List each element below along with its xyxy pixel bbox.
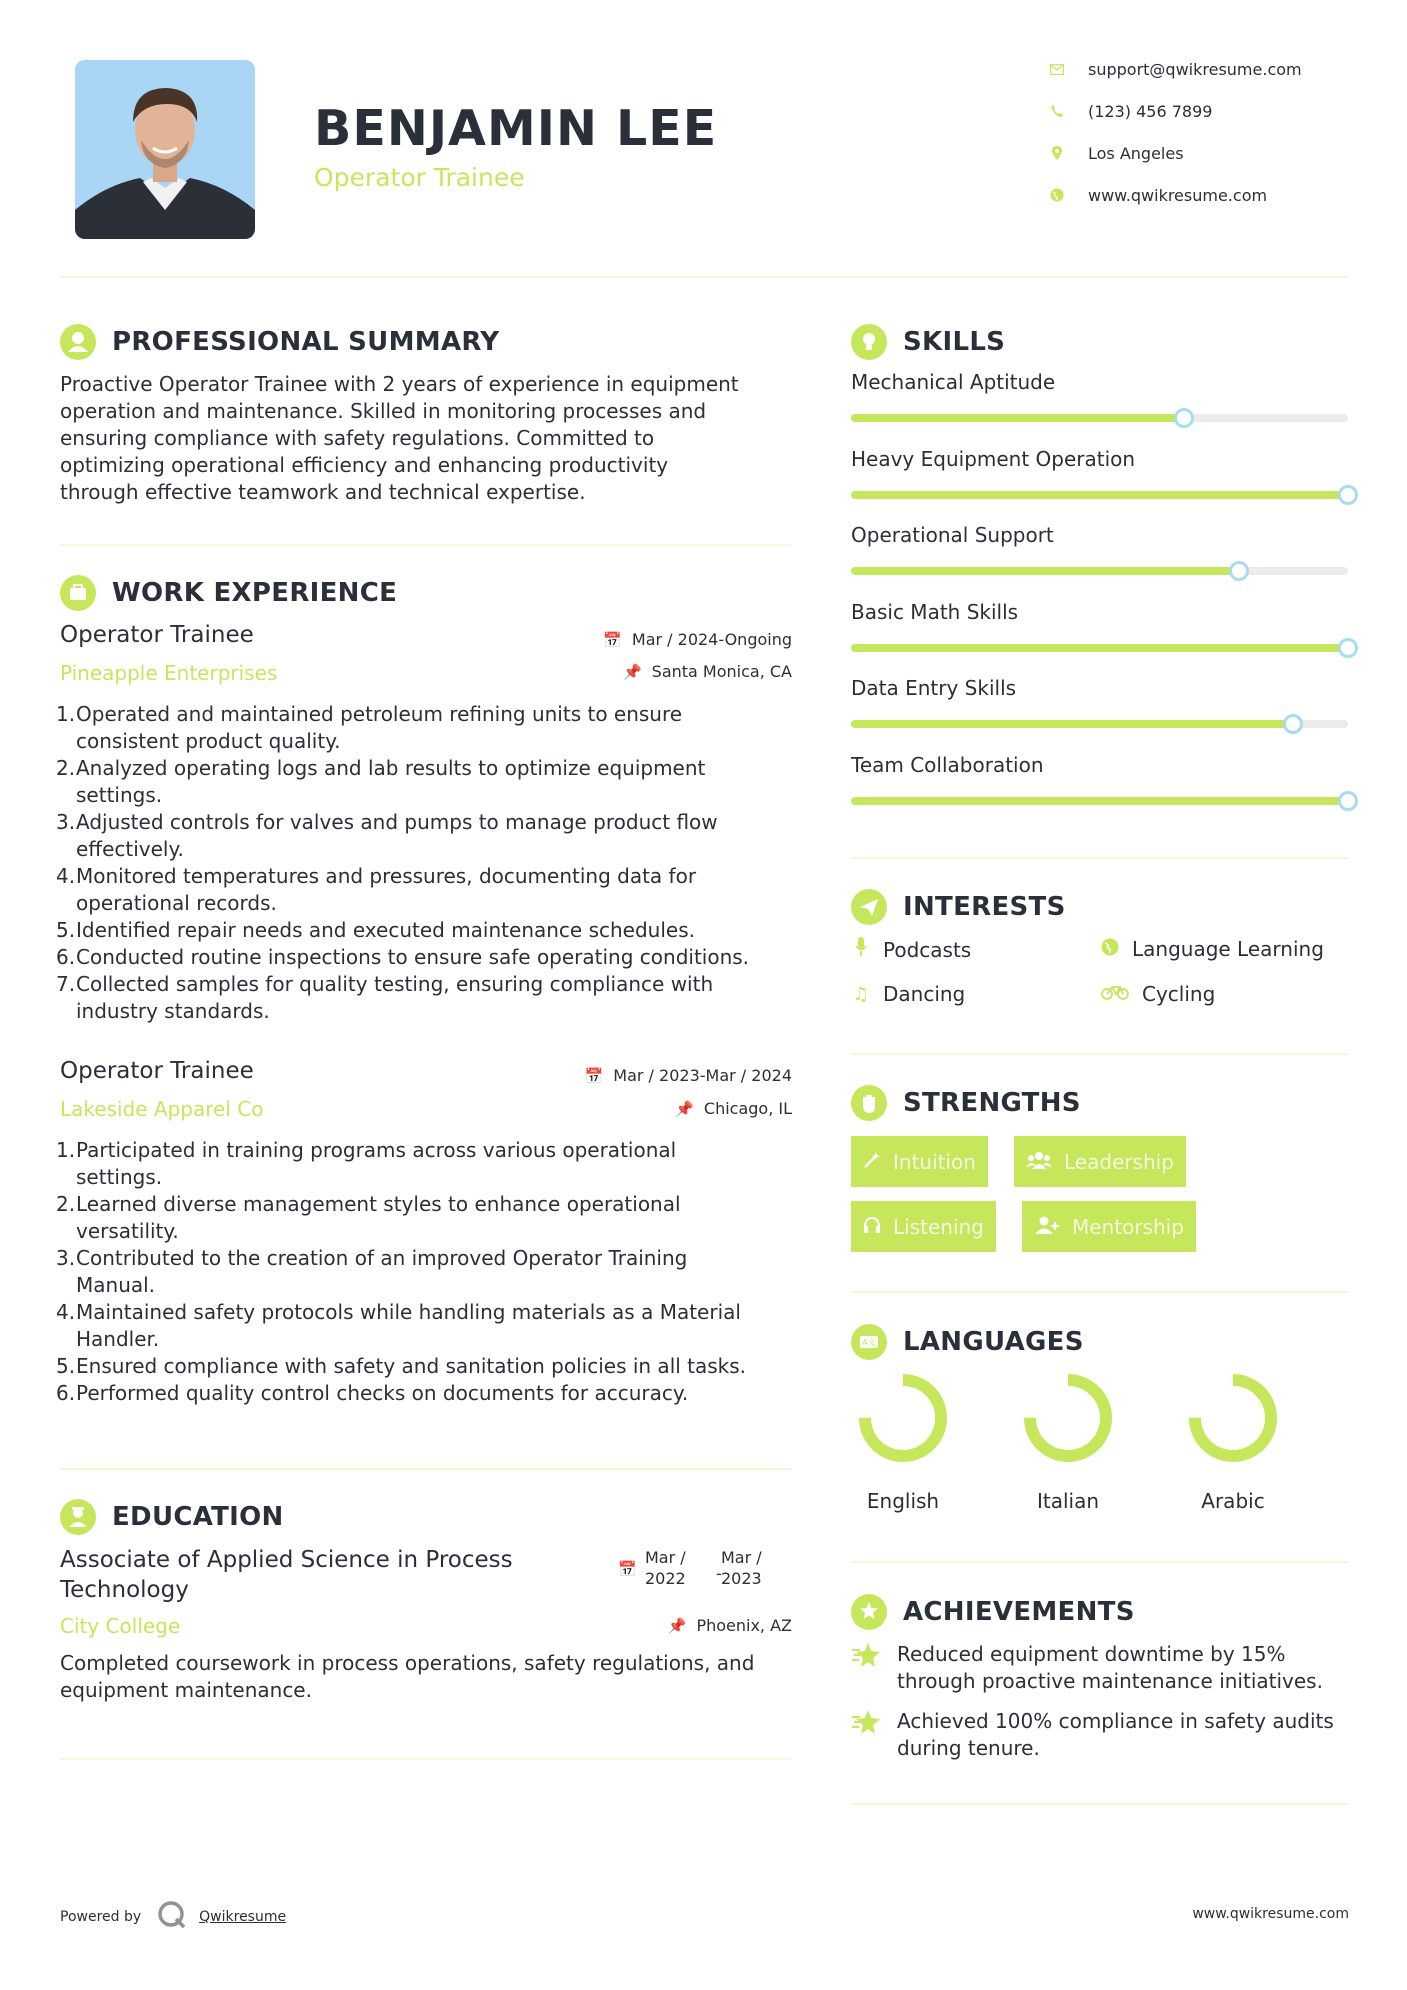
user-plus-icon xyxy=(1034,1215,1060,1239)
job-date-text: Mar / 2023-Mar / 2024 xyxy=(613,1066,792,1085)
job-location-text: Santa Monica, CA xyxy=(651,662,792,681)
contact-phone[interactable] xyxy=(1050,96,1350,126)
skill-label: Heavy Equipment Operation xyxy=(851,446,1136,471)
language-label: English xyxy=(866,1489,940,1513)
skill-bar-fill xyxy=(851,797,1348,805)
skills-title: SKILLS xyxy=(903,327,1006,357)
phone-icon xyxy=(1050,104,1064,118)
section-divider xyxy=(60,544,792,546)
interest-item: Language Learning xyxy=(1100,937,1324,961)
job-date xyxy=(560,630,792,649)
summary-line: optimizing operational efficiency and enhancing productivity xyxy=(60,453,669,477)
microphone-icon xyxy=(851,937,871,962)
summary-line: Proactive Operator Trainee with 2 years of experience in equipment xyxy=(60,372,739,396)
candidate-title: Operator Trainee xyxy=(314,163,525,192)
education-heading xyxy=(60,1497,284,1537)
list-item: 6. Conducted routine inspections to ensure safe operating conditions. xyxy=(56,945,750,969)
summary-line: through effective teamwork and technical expertise. xyxy=(60,480,586,504)
section-divider xyxy=(851,1291,1348,1293)
skill-bar-fill xyxy=(851,491,1348,499)
strength-tag: Mentorship xyxy=(1022,1201,1196,1252)
job-location xyxy=(560,1099,792,1118)
interest-item: Cycling xyxy=(1100,982,1215,1006)
skill-bar-fill xyxy=(851,567,1239,575)
skill-bar xyxy=(851,567,1348,575)
date-dash: - xyxy=(716,1564,722,1583)
user-icon xyxy=(60,324,96,360)
contact-email-text: support@qwikresume.com xyxy=(1088,59,1302,79)
language-label: Italian xyxy=(1036,1489,1100,1513)
section-divider xyxy=(851,1053,1348,1055)
language-icon xyxy=(851,1324,887,1360)
skill-label: Operational Support xyxy=(851,523,1054,547)
trophy-icon xyxy=(851,1594,887,1630)
achievements-title: ACHIEVEMENTS xyxy=(903,1597,1135,1627)
headphones-icon xyxy=(863,1215,881,1239)
experience-heading xyxy=(60,573,397,613)
bicycle-icon xyxy=(1100,984,1130,1005)
skill-label: Team Collaboration xyxy=(851,752,1044,777)
skill-bar-knob xyxy=(1229,561,1249,581)
list-item: 1. Operated and maintained petroleum refining units to ensure consistent product quality. xyxy=(56,702,683,753)
list-item: 4. Monitored temperatures and pressures, documenting data for operational records. xyxy=(56,864,697,915)
language-ring-arc xyxy=(1030,1380,1106,1456)
job-location xyxy=(560,662,792,681)
list-item: 4. Maintained safety protocols while handling materials as a Material Handler. xyxy=(56,1300,741,1351)
skill-bar xyxy=(851,797,1348,805)
graduation-icon xyxy=(60,1499,96,1535)
list-item: 5. Identified repair needs and executed maintenance schedules. xyxy=(56,918,695,942)
education-title: EDUCATION xyxy=(112,1502,284,1532)
skill-label: Mechanical Aptitude xyxy=(851,370,1056,394)
summary-heading xyxy=(60,322,499,362)
interest-item: Podcasts xyxy=(851,937,971,962)
contact-location-text: Los Angeles xyxy=(1088,143,1184,163)
envelope-icon xyxy=(1050,62,1064,76)
interests-heading xyxy=(851,887,1066,927)
strengths-title: STRENGTHS xyxy=(903,1088,1081,1118)
section-divider xyxy=(851,857,1348,859)
job-date-text: Mar / 2024-Ongoing xyxy=(631,630,792,649)
strength-tag: Intuition xyxy=(851,1136,988,1187)
school-name: City College xyxy=(60,1614,181,1638)
language-label: Arabic xyxy=(1201,1489,1265,1513)
strengths-heading xyxy=(851,1083,1081,1123)
education-start-date: Mar / 2022 xyxy=(645,1548,686,1588)
globe-icon xyxy=(1050,188,1064,202)
skill-bar xyxy=(851,414,1348,422)
contact-phone-text: (123) 456 7899 xyxy=(1088,101,1213,121)
star-icon xyxy=(851,1641,883,1669)
contact-website[interactable] xyxy=(1050,180,1350,210)
pushpin-icon: 📌 xyxy=(622,662,642,681)
education-location: 📌 Phoenix, AZ xyxy=(667,1616,792,1635)
qwikresume-logo-icon xyxy=(157,1900,187,1934)
paper-plane-icon xyxy=(851,889,887,925)
summary-title: PROFESSIONAL SUMMARY xyxy=(112,327,500,357)
briefcase-icon xyxy=(60,575,96,611)
list-item: 3. Contributed to the creation of an improved Operator Training Manual. xyxy=(56,1246,688,1297)
pushpin-icon: 📌 xyxy=(675,1099,694,1118)
profile-photo xyxy=(75,60,255,239)
skills-heading xyxy=(851,322,1005,362)
degree-title: Associate of Applied Science in Process Technology xyxy=(60,1547,513,1603)
list-item: 7. Collected samples for quality testing, ensuring compliance with industry standards. xyxy=(56,972,714,1023)
interest-item: ♫ Dancing xyxy=(852,982,966,1006)
svg-text:A文: A文 xyxy=(862,1338,876,1347)
skill-bar xyxy=(851,644,1348,652)
hand-icon xyxy=(851,1085,887,1121)
list-item: 2. Learned diverse management styles to enhance operational versatility. xyxy=(56,1192,681,1243)
skill-bar-knob xyxy=(1338,485,1358,505)
calendar-icon: 📅 xyxy=(618,1560,637,1578)
summary-line: operation and maintenance. Skilled in monitoring processes and xyxy=(60,399,707,423)
footer-brand-link[interactable]: Qwikresume xyxy=(199,1909,287,1925)
contact-website-text: www.qwikresume.com xyxy=(1088,185,1268,205)
list-item: 1. Participated in training programs across various operational settings. xyxy=(56,1138,677,1189)
contact-email[interactable] xyxy=(1050,54,1350,84)
music-note-icon: ♫ xyxy=(852,983,870,1005)
language-ring-arc xyxy=(865,1380,941,1456)
skill-label: Basic Math Skills xyxy=(851,599,1019,624)
achievement-item: Reduced equipment downtime by 15% through proactive maintenance initiatives. xyxy=(851,1641,1348,1695)
star-icon xyxy=(851,1708,883,1736)
contact-location xyxy=(1050,138,1350,168)
skill-bar-fill xyxy=(851,720,1293,728)
pushpin-icon: 📌 xyxy=(667,1616,687,1635)
summary-line: ensuring compliance with safety regulations. Committed to xyxy=(60,426,655,450)
job-company: Pineapple Enterprises xyxy=(60,661,278,685)
interests-title: INTERESTS xyxy=(903,892,1066,922)
footer-powered-by: Powered by Qwikresume xyxy=(60,1900,286,1934)
lightbulb-icon xyxy=(851,324,887,360)
job-company: Lakeside Apparel Co xyxy=(60,1097,264,1121)
education-end-date: Mar / 2023 xyxy=(721,1548,762,1588)
globe-icon xyxy=(1100,938,1120,961)
job-duties-list xyxy=(58,1137,798,1407)
skill-bar-knob xyxy=(1338,638,1358,658)
magic-wand-icon xyxy=(863,1150,881,1174)
skill-bar xyxy=(851,720,1348,728)
language-ring xyxy=(1023,1373,1113,1463)
skill-bar-fill xyxy=(851,644,1348,652)
skill-label: Data Entry Skills xyxy=(851,676,1017,700)
list-item: 3. Adjusted controls for valves and pumps to manage product flow effectively. xyxy=(56,810,718,861)
strength-tag: Leadership xyxy=(1014,1136,1186,1187)
footer-url[interactable]: www.qwikresume.com xyxy=(1192,1906,1349,1922)
skill-bar-knob xyxy=(1283,714,1303,734)
achievements-heading xyxy=(851,1592,1135,1632)
section-divider xyxy=(851,1561,1348,1563)
calendar-icon: 📅 xyxy=(603,630,622,649)
language-ring xyxy=(1188,1373,1278,1463)
map-marker-icon xyxy=(1050,146,1064,160)
skill-bar-knob xyxy=(1174,408,1194,428)
section-divider xyxy=(60,1758,792,1760)
list-item: 5. Ensured compliance with safety and sanitation policies in all tasks. xyxy=(56,1354,747,1378)
summary-text xyxy=(60,371,800,506)
experience-title: WORK EXPERIENCE xyxy=(112,578,398,608)
education-description: Completed coursework in process operations, safety regulations, and equipment maintenance. xyxy=(60,1651,755,1702)
languages-title: LANGUAGES xyxy=(903,1327,1084,1357)
job-title: Operator Trainee xyxy=(60,1058,254,1084)
skill-bar-fill xyxy=(851,414,1184,422)
section-divider xyxy=(851,1803,1348,1805)
strength-tag: Listening xyxy=(851,1201,996,1252)
section-divider xyxy=(60,1468,792,1470)
list-item: 6. Performed quality control checks on documents for accuracy. xyxy=(56,1381,689,1405)
users-icon xyxy=(1026,1150,1052,1174)
list-item: 2. Analyzed operating logs and lab results to optimize equipment settings. xyxy=(56,756,706,807)
language-ring-arc xyxy=(1195,1380,1271,1456)
header-divider xyxy=(60,276,1348,278)
skill-bar xyxy=(851,491,1348,499)
job-duties-list xyxy=(58,701,798,1025)
candidate-name: BENJAMIN LEE xyxy=(314,100,718,157)
job-title: Operator Trainee xyxy=(60,622,254,648)
calendar-icon: 📅 xyxy=(584,1066,604,1085)
job-location-text: Chicago, IL xyxy=(703,1099,792,1118)
languages-heading xyxy=(851,1322,1084,1362)
skill-bar-knob xyxy=(1338,791,1358,811)
job-date xyxy=(540,1066,792,1085)
achievement-item: Achieved 100% compliance in safety audits during tenure. xyxy=(851,1708,1348,1762)
language-ring xyxy=(858,1373,948,1463)
